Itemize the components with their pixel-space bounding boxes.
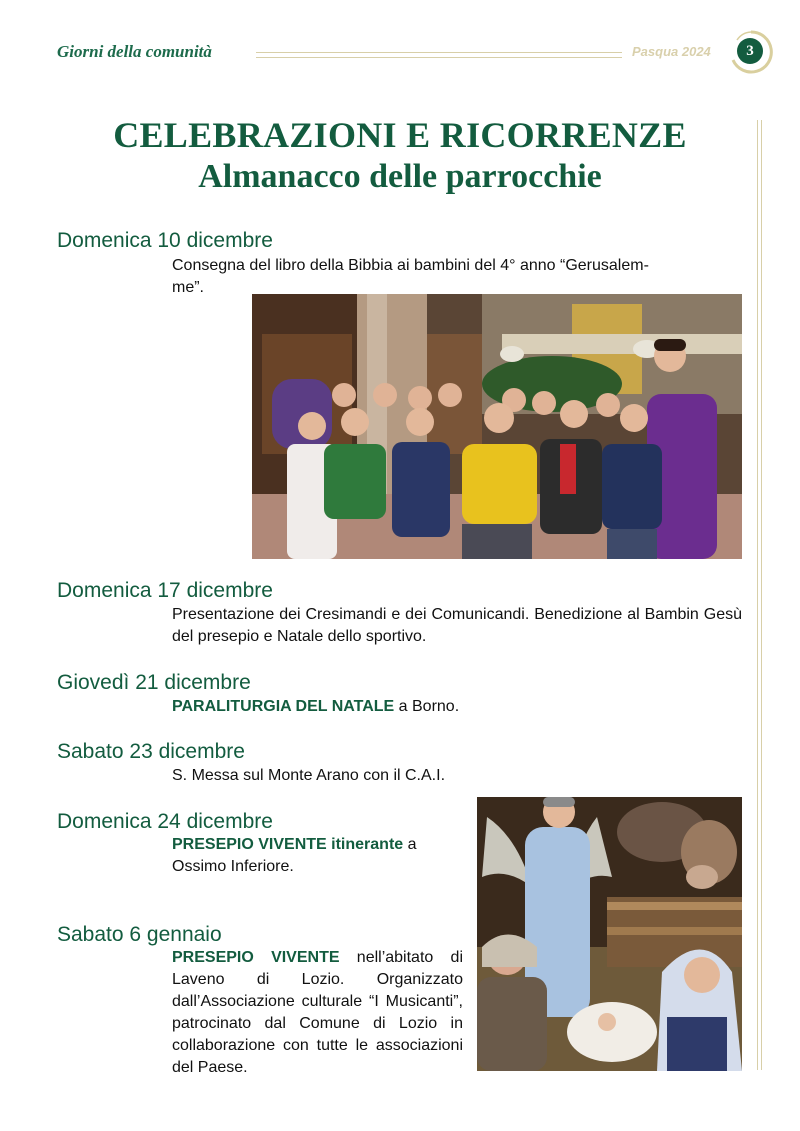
event-date: Domenica 17 dicembre	[57, 579, 273, 602]
event-description-line: Consegna del libro della Bibbia ai bambini del 4° anno “Gerusalem-	[172, 257, 649, 274]
event-date: Sabato 23 dicembre	[57, 740, 245, 763]
nativity-photo	[477, 797, 742, 1071]
event-description-rest: Ossimo Inferiore.	[172, 858, 294, 875]
page-number: 3	[737, 38, 763, 64]
running-header-issue: Pasqua 2024	[632, 44, 711, 59]
event-description	[172, 255, 742, 299]
living-nativity-illustration	[477, 797, 742, 1071]
event-description-line: me”.	[172, 279, 204, 296]
event-highlight: PARALITURGIA DEL NATALE	[172, 698, 395, 715]
event-description-rest: a Borno.	[394, 698, 460, 715]
event-description-rest: nell’abitato di Laveno di Lozio. Organizzato dall’Associazione culturale “I Musicanti”, patrocinato dal Comune di Lozio in collaborazione con tutte le associazioni del Paese.	[172, 949, 463, 1076]
event-description: S. Messa sul Monte Arano con il C.A.I.	[172, 767, 446, 784]
event-date: Domenica 10 dicembre	[57, 229, 273, 252]
event-highlight: PRESEPIO VIVENTE	[172, 949, 340, 966]
running-header-section: Giorni della comunità	[57, 42, 212, 61]
event-description-rest: a	[403, 836, 417, 853]
event-description	[172, 696, 742, 718]
event-date: Sabato 6 gennaio	[57, 923, 222, 946]
event-description	[172, 834, 467, 878]
event-highlight: PRESEPIO VIVENTE itinerante	[172, 836, 404, 853]
page-title: CELEBRAZIONI E RICORRENZE	[113, 115, 687, 155]
event-description: Presentazione dei Cresimandi e dei Comunicandi. Benedizione al Bambin Gesù del presepio e Natale dello sportivo.	[172, 606, 742, 645]
church-group-photo	[252, 294, 742, 559]
church-group-illustration	[252, 294, 742, 559]
header-rule	[256, 52, 622, 58]
page-subtitle: Almanacco delle parrocchie	[198, 158, 602, 195]
margin-rule-inner	[757, 120, 758, 1070]
margin-rule-outer	[761, 120, 762, 1070]
event-description	[172, 947, 463, 1079]
event-date: Domenica 24 dicembre	[57, 810, 273, 833]
event-date: Giovedì 21 dicembre	[57, 671, 251, 694]
